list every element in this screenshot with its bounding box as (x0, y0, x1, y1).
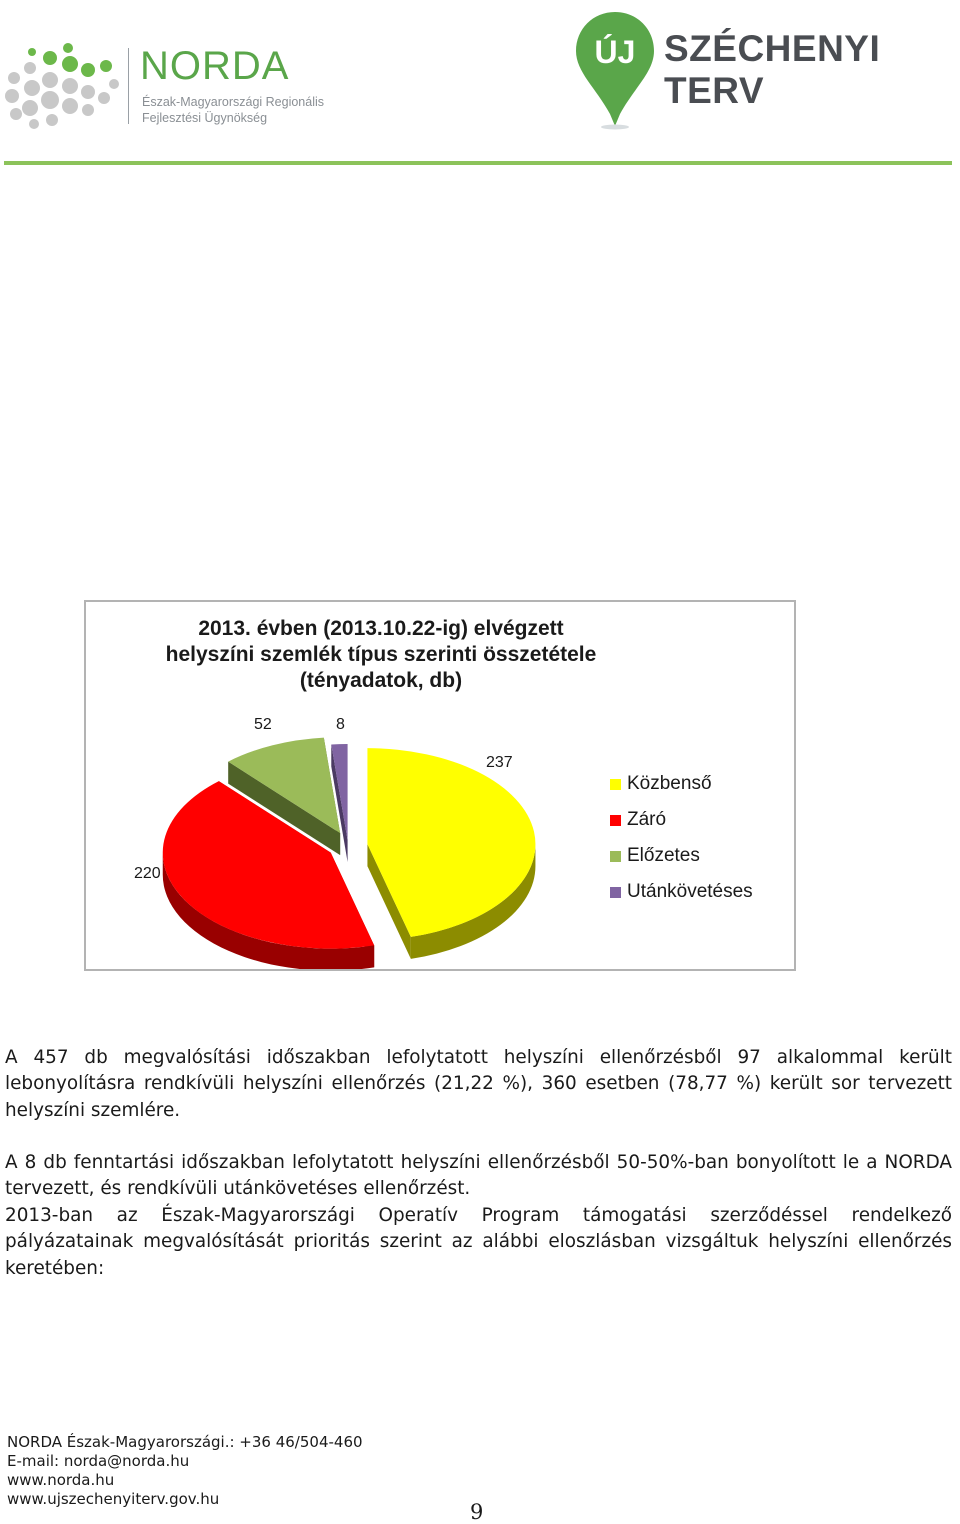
logo-divider (128, 48, 129, 124)
footer-email[interactable]: E-mail: norda@norda.hu (7, 1452, 190, 1470)
data-label-Utánkövetéses: 8 (336, 716, 345, 733)
paragraph-3: 2013-ban az Észak-Magyarországi Operatív Program támogatási szerződéssel rendelkező pályázatainak megvalósítását prioritás szerint az alábbi eloszlásban vizsgáltuk helyszíni ellenőrzés keretében: (5, 1205, 952, 1279)
norda-logo-text: NORDA (140, 44, 290, 88)
footer-phone: NORDA Észak-Magyarországi.: +36 46/504-460 (7, 1433, 363, 1451)
legend-label-1: Záró (627, 809, 667, 830)
chart-title-line2: helyszíni szemlék típus szerinti összetétele (165, 643, 597, 666)
paragraph-1: A 457 db megvalósítási időszakban lefolytatott helyszíni ellenőrzésből 97 alkalommal került lebonyolításra rendkívüli helyszíni ellenőrzés (21,22 %), 360 esetben (78,77 %) került sor tervezett helyszíni szemlére. (5, 1047, 952, 1121)
data-label-Záró: 220 (134, 865, 161, 882)
data-label-Előzetes: 52 (254, 716, 272, 733)
paragraph-2: A 8 db fenntartási időszakban lefolytatott helyszíni ellenőrzésből 50-50%-ban bonyolított le a NORDA tervezett, és rendkívüli utánkövetéses ellenőrzést. (5, 1152, 952, 1200)
norda-subtitle-line1: Észak-Magyarországi Regionális (142, 95, 325, 109)
chart-title-line1: 2013. évben (2013.10.22-ig) elvégzett (198, 617, 564, 640)
page-header (0, 0, 960, 170)
page-number: 9 (470, 1500, 484, 1524)
norda-subtitle (142, 94, 324, 126)
data-label-Közbenső: 237 (486, 754, 513, 771)
legend-item-2 (610, 838, 753, 874)
norda-subtitle-line2: Fejlesztési Ügynökség (142, 111, 268, 125)
chart-legend (610, 766, 753, 910)
chart-title-line3: (tényadatok, db) (299, 669, 463, 692)
footer-website-szechenyi[interactable]: www.ujszechenyiterv.gov.hu (7, 1490, 220, 1508)
legend-item-1 (610, 802, 753, 838)
legend-label-2: Előzetes (627, 845, 700, 866)
legend-swatch-3 (610, 887, 621, 898)
legend-label-3: Utánkövetéses (627, 881, 753, 902)
page-footer (7, 1433, 363, 1509)
pin-text: ÚJ (594, 34, 636, 70)
legend-item-0 (610, 766, 753, 802)
legend-swatch-2 (610, 851, 621, 862)
legend-label-0: Közbenső (627, 773, 712, 794)
footer-website-norda[interactable]: www.norda.hu (7, 1471, 115, 1489)
legend-swatch-0 (610, 779, 621, 790)
header-rule (4, 161, 952, 165)
map-pin-logo-icon (574, 10, 656, 130)
pie-chart (84, 600, 796, 971)
norda-dots-logo-icon (4, 40, 124, 130)
legend-item-3 (610, 874, 753, 910)
szechenyi-terv-logo-text: SZÉCHENYI TERV (664, 28, 881, 111)
legend-swatch-1 (610, 815, 621, 826)
